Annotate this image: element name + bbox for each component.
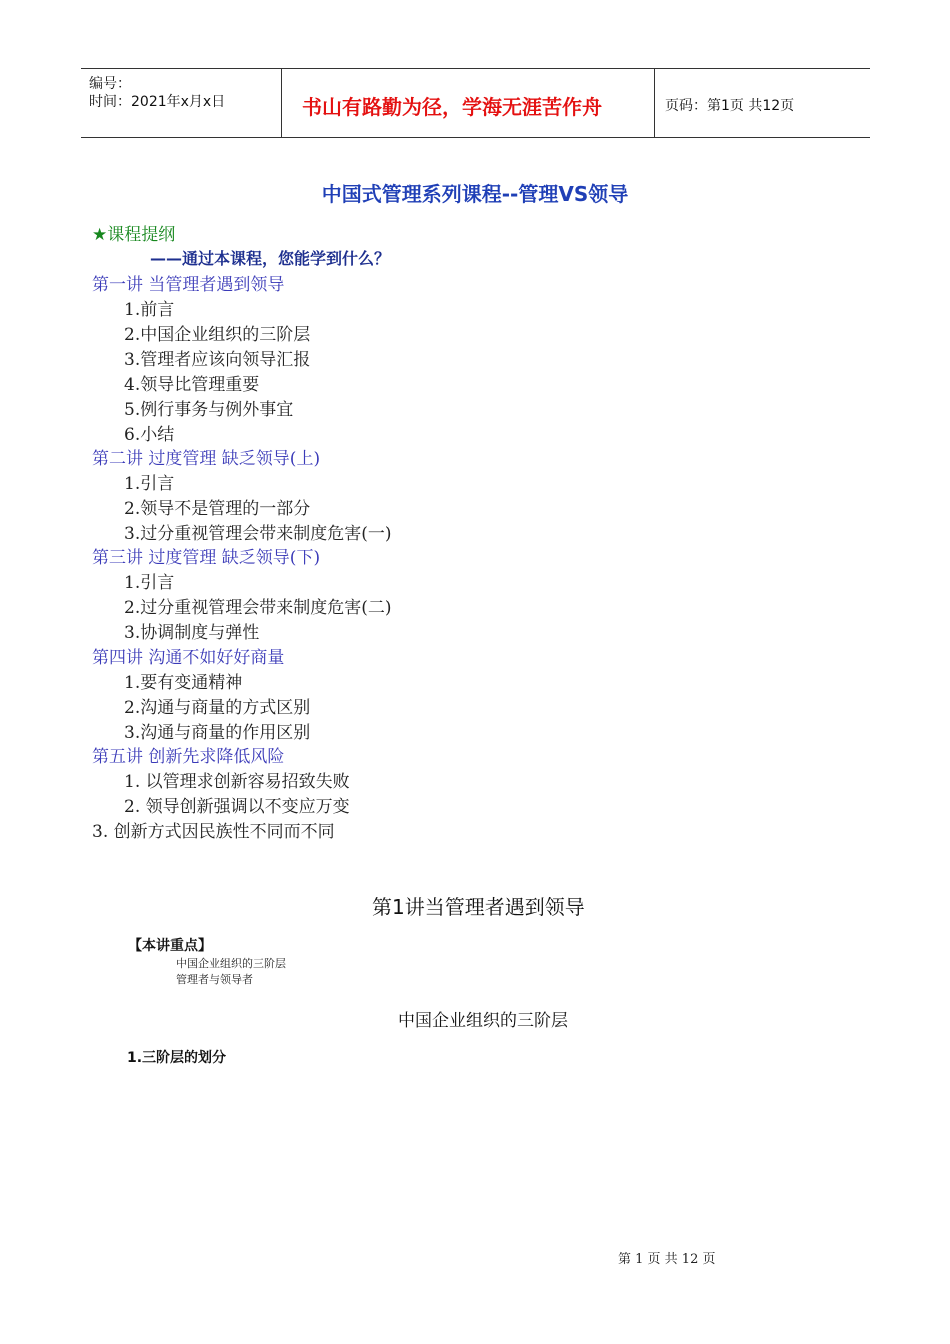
lecture-4-item-2: 2.沟通与商量的方式区别	[124, 698, 311, 718]
lecture-1-item-5: 5.例行事务与例外事宜	[124, 400, 294, 420]
header-left-cell	[81, 69, 282, 137]
lecture-5-item-2: 2. 领导创新强调以不变应万变	[124, 797, 350, 817]
part-heading: 1.三阶层的划分	[127, 1050, 227, 1066]
lecture-3-item-1: 1.引言	[124, 573, 175, 593]
lecture-4-item-1: 1.要有变通精神	[124, 673, 243, 693]
header-middle-cell	[282, 69, 655, 137]
lecture-3-title: 第三讲 过度管理 缺乏领导(下)	[92, 548, 321, 568]
lecture-2-title: 第二讲 过度管理 缺乏领导(上)	[92, 449, 321, 469]
lecture-1-item-1: 1.前言	[124, 300, 175, 320]
lecture-2-item-2: 2.领导不是管理的一部分	[124, 499, 311, 519]
page-info: 页码：第1页 共12页	[665, 98, 795, 114]
outline-heading: ★课程提纲	[92, 225, 176, 245]
lecture-5-item-1: 1. 以管理求创新容易招致失败	[124, 772, 350, 792]
lecture-1-title: 第一讲 当管理者遇到领导	[92, 275, 285, 295]
time-label: 时间：2021年x月x日	[89, 94, 226, 110]
document-title: 中国式管理系列课程--管理VS领导	[321, 182, 629, 206]
lecture-2-item-3: 3.过分重视管理会带来制度危害(一)	[124, 524, 392, 544]
focus-item-2: 管理者与领导者	[176, 973, 253, 986]
header-right-cell	[655, 69, 870, 137]
outline-question: ——通过本课程，您能学到什么？	[150, 249, 391, 268]
lecture-2-item-1: 1.引言	[124, 474, 175, 494]
number-label: 编号：	[89, 76, 131, 92]
lecture-1-item-3: 3.管理者应该向领导汇报	[124, 350, 311, 370]
lecture-3-item-3: 3.协调制度与弹性	[124, 623, 260, 643]
motto: 书山有路勤为径，学海无涯苦作舟	[302, 95, 602, 119]
lecture-1-item-2: 2.中国企业组织的三阶层	[124, 325, 311, 345]
subsection-title: 中国企业组织的三阶层	[398, 1011, 568, 1031]
header-table	[81, 68, 870, 138]
focus-item-1: 中国企业组织的三阶层	[176, 957, 286, 970]
lecture-5-title: 第五讲 创新先求降低风险	[92, 747, 285, 767]
focus-label: 【本讲重点】	[128, 938, 212, 954]
lecture-4-item-3: 3.沟通与商量的作用区别	[124, 723, 311, 743]
lecture-1-item-6: 6.小结	[124, 425, 175, 445]
lecture-4-title: 第四讲 沟通不如好好商量	[92, 648, 285, 668]
section-title: 第1讲当管理者遇到领导	[372, 895, 585, 919]
lecture-1-item-4: 4.领导比管理重要	[124, 375, 260, 395]
lecture-5-item-3: 3. 创新方式因民族性不同而不同	[92, 822, 335, 842]
footer-page-number: 第 1 页 共 12 页	[618, 1252, 716, 1267]
lecture-3-item-2: 2.过分重视管理会带来制度危害(二)	[124, 598, 392, 618]
